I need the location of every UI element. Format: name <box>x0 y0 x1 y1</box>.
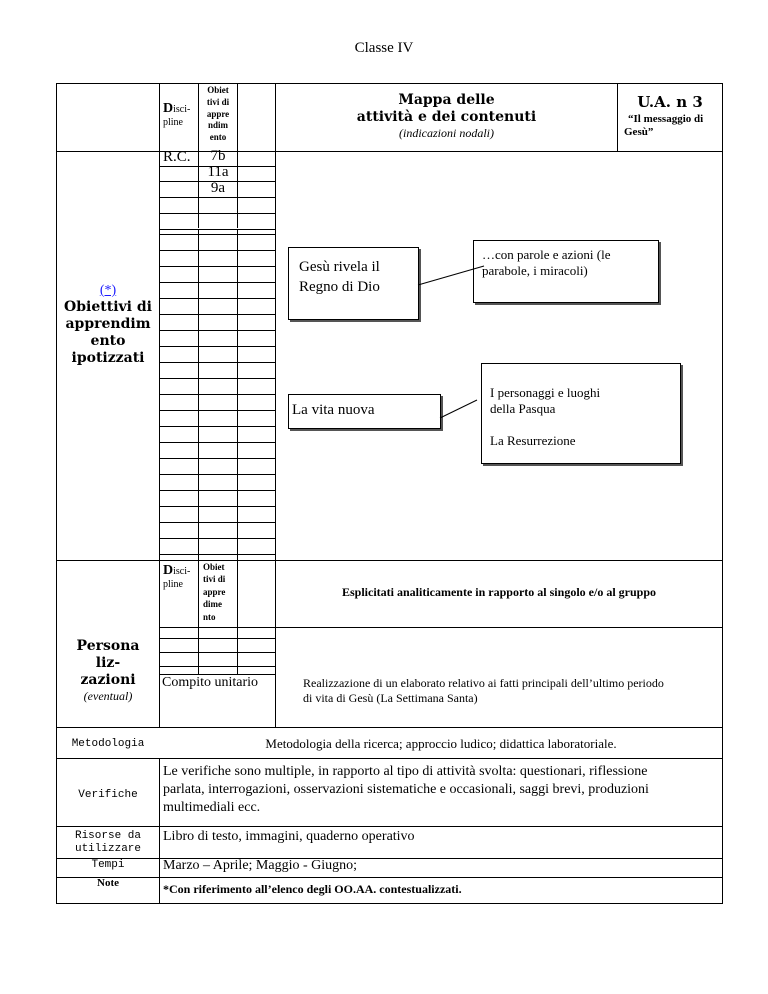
note-label: Note <box>97 877 119 889</box>
compito-unitario: Compito unitario <box>162 675 259 690</box>
map-box-regno: Gesù rivela il Regno di Dio <box>288 247 419 320</box>
discipline-header-2: Disci- pline <box>163 563 191 590</box>
tempi-value: Marzo – Aprile; Maggio - Giugno; <box>163 858 358 873</box>
footnote-link[interactable]: (*) <box>99 283 117 298</box>
personalizzazioni-heading: Persona liz- zazioni (eventual) <box>76 638 140 703</box>
objectives-header-2: Obiet tivi di appre dime nto <box>203 562 226 622</box>
map-box-vita-nuova: La vita nuova <box>288 394 441 429</box>
realizzazione-text: Realizzazione di un elaborato relativo ai fatti principali dell’ultimo periodo di vita di Gesù (La Settimana Santa) <box>303 676 664 705</box>
metodologia-label: Metodologia <box>71 738 145 750</box>
metodologia-value: Metodologia della ricerca; approccio ludico; didattica laboratoriale. <box>265 736 617 751</box>
map-box-pasqua: I personaggi e luoghi della Pasqua La Resurrezione <box>481 363 681 464</box>
map-title: Mappa delle attività e dei contenuti (indicazioni nodali) <box>356 92 537 140</box>
code-7b: 7b <box>210 148 226 164</box>
verifiche-label: Verifiche <box>78 789 138 801</box>
rc-label: R.C. <box>163 149 191 165</box>
note-value: *Con riferimento all’elenco degli OO.AA. contestualizzati. <box>163 882 462 896</box>
ua-header: U.A. n 3 “Il messaggio di Gesù” <box>624 93 704 138</box>
code-9a: 9a <box>210 180 226 196</box>
class-label: Classe IV <box>354 40 414 56</box>
risorse-value: Libro di testo, immagini, quaderno operativo <box>163 829 415 844</box>
risorse-label: Risorse da utilizzare <box>74 830 141 855</box>
objectives-heading: (*) Obiettivi di apprendim ento ipotizzati <box>57 283 159 367</box>
discipline-header: Disci- pline <box>163 101 191 128</box>
tempi-label: Tempi <box>91 859 125 871</box>
map-box-parabole: …con parole e azioni (le parabole, i miracoli) <box>473 240 659 303</box>
objectives-header: Obiet tivi di appre ndim ento <box>206 85 230 143</box>
code-11a: 11a <box>207 164 229 180</box>
verifiche-value: Le verifiche sono multiple, in rapporto al tipo di attività svolta: questionari, riflessione parlata, interrogazioni, osservazioni sistematiche e occasionali, saggi brevi, produzioni multimediali ecc. <box>163 764 649 815</box>
explicit-text: Esplicitati analiticamente in rapporto al singolo e/o al gruppo <box>341 585 656 599</box>
